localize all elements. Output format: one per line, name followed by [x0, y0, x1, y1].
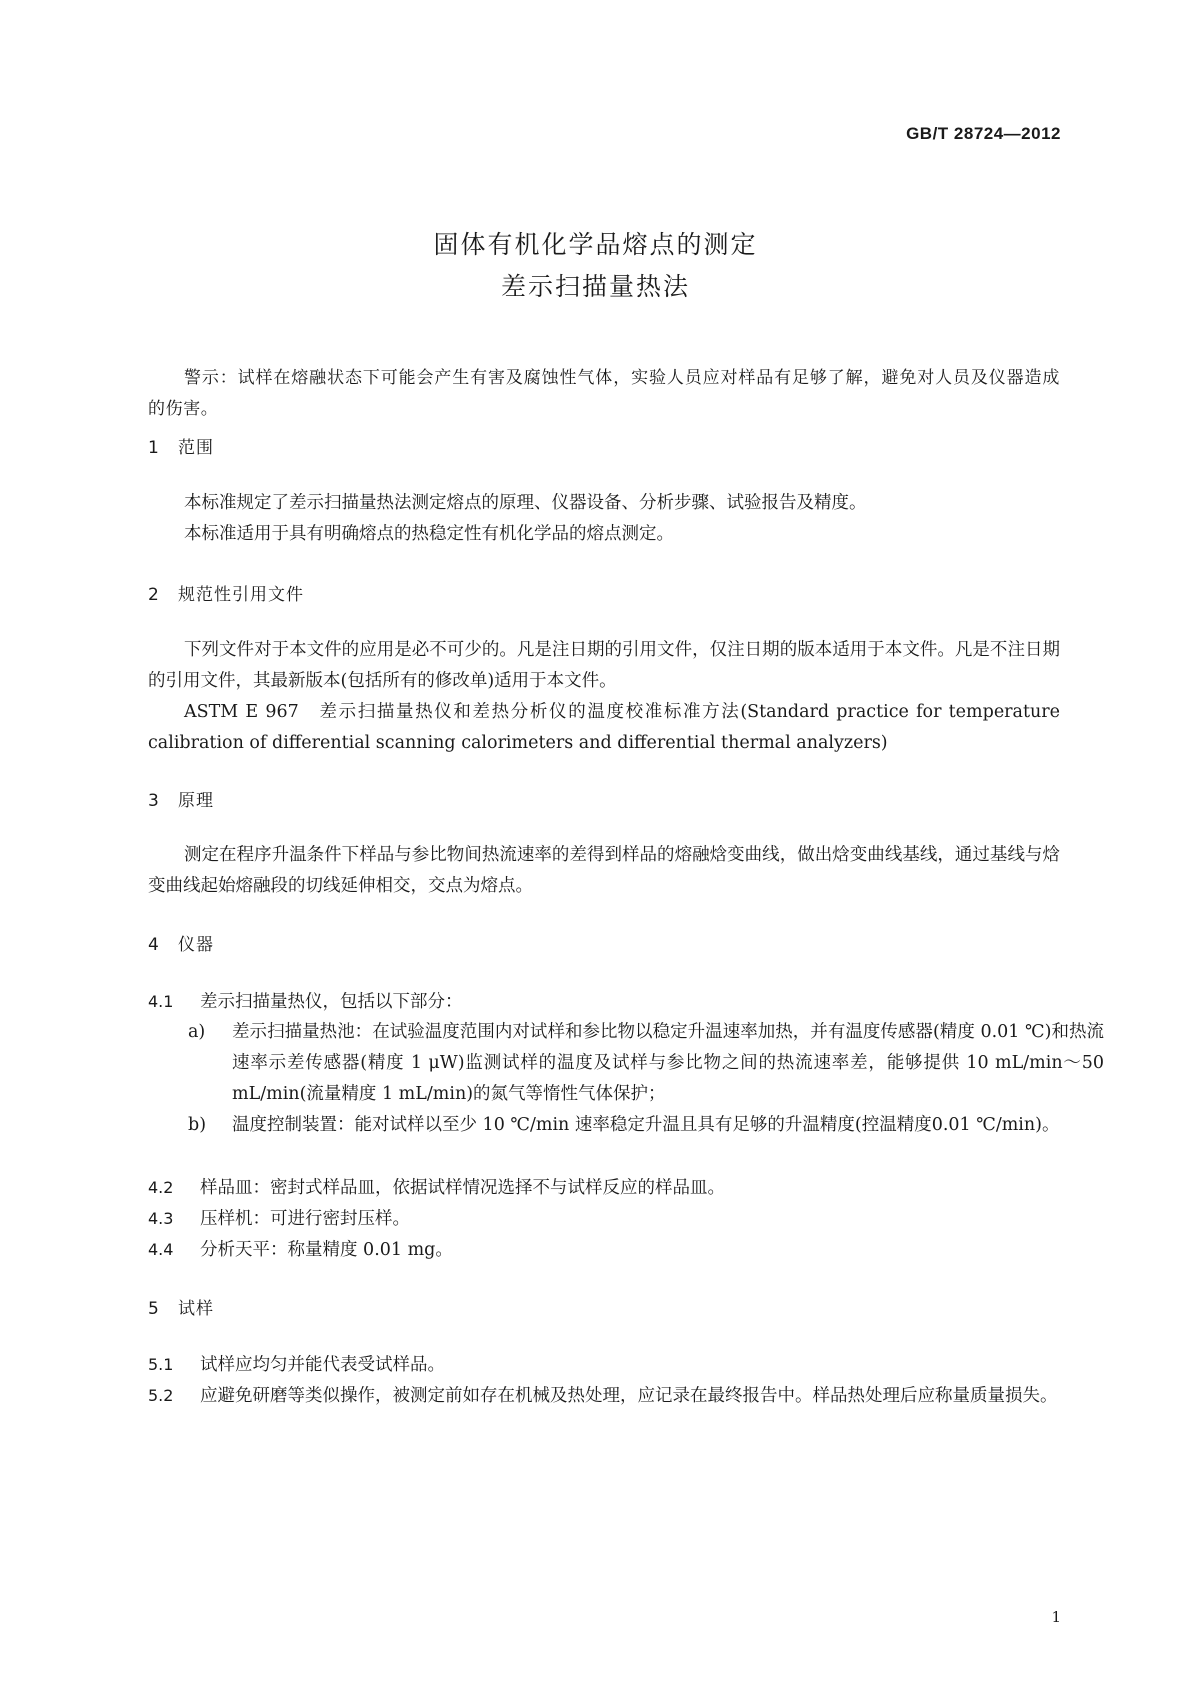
section-5-heading — [148, 1294, 214, 1319]
clause-4-2 — [148, 1172, 1060, 1204]
list-item-a-marker: a) — [188, 1022, 206, 1042]
standard-code: GB/T 28724—2012 — [906, 124, 1061, 143]
clause-4-1-text: 差示扫描量热仪，包括以下部分： — [200, 992, 463, 1012]
section-2-number: 2 — [148, 585, 160, 605]
clause-4-2-number: 4.2 — [148, 1178, 174, 1197]
section-1-title: 范围 — [178, 438, 214, 458]
page-number: 1 — [1051, 1608, 1061, 1626]
section-4-title: 仪器 — [178, 935, 214, 955]
section-4-heading — [148, 930, 214, 955]
clause-4-3-number: 4.3 — [148, 1209, 174, 1228]
clause-5-2-number: 5.2 — [148, 1386, 174, 1405]
clause-4-4-number: 4.4 — [148, 1240, 174, 1259]
section-3-number: 3 — [148, 791, 160, 811]
section-3-title: 原理 — [178, 791, 214, 811]
clause-4-4-text: 分析天平：称量精度 0.01 mg。 — [200, 1240, 453, 1260]
section-1-heading — [148, 433, 214, 458]
section-3-heading — [148, 786, 214, 811]
section-4-number: 4 — [148, 935, 160, 955]
section-1-paragraph-1: 本标准规定了差示扫描量热法测定熔点的原理、仪器设备、分析步骤、试验报告及精度。 — [184, 493, 867, 513]
list-item-b-marker: b) — [188, 1115, 207, 1135]
title-line-2: 差示扫描量热法 — [500, 272, 690, 301]
section-2-paragraph-1: 下列文件对于本文件的应用是必不可少的。凡是注日期的引用文件，仅注日期的版本适用于本文件。凡是不注日期的引用文件，其最新版本(包括所有的修改单)适用于本文件。 — [148, 640, 1060, 691]
section-2-title: 规范性引用文件 — [178, 585, 304, 605]
section-1-number: 1 — [148, 438, 160, 458]
warning-text: 警示：试样在熔融状态下可能会产生有害及腐蚀性气体，实验人员应对样品有足够了解，避免对人员及仪器造成的伤害。 — [148, 368, 1060, 419]
section-2-heading — [148, 580, 304, 605]
document-title — [0, 224, 1191, 308]
clause-4-3-text: 压样机：可进行密封压样。 — [200, 1209, 410, 1229]
section-3-paragraph-1: 测定在程序升温条件下样品与参比物间热流速率的差得到样品的熔融焓变曲线，做出焓变曲线基线，通过基线与焓变曲线起始熔融段的切线延伸相交，交点为熔点。 — [148, 845, 1060, 896]
clause-5-2 — [148, 1380, 1060, 1412]
section-5-number: 5 — [148, 1299, 160, 1319]
clause-4-2-text: 样品皿：密封式样品皿，依据试样情况选择不与试样反应的样品皿。 — [200, 1178, 725, 1198]
list-item-b — [188, 1110, 1104, 1141]
clause-5-2-text: 应避免研磨等类似操作，被测定前如存在机械及热处理，应记录在最终报告中。样品热处理后应称量质量损失。 — [200, 1386, 1058, 1406]
list-item-a-text: 差示扫描量热池：在试验温度范围内对试样和参比物以稳定升温速率加热，并有温度传感器(精度 0.01 ℃)和热流速率示差传感器(精度 1 μW)监测试样的温度及试样与参比物之间的热流速率差，能够提供 10 mL/min～50 mL/min(流量精度 1 mL/min)的氮气等惰性气体保护； — [232, 1022, 1104, 1104]
section-1-paragraph-2: 本标准适用于具有明确熔点的热稳定性有机化学品的熔点测定。 — [184, 524, 674, 544]
list-item-b-text: 温度控制装置：能对试样以至少 10 ℃/min 速率稳定升温且具有足够的升温精度(控温精度0.01 ℃/min)。 — [232, 1115, 1060, 1135]
clause-4-1 — [148, 986, 1060, 1018]
title-line-1: 固体有机化学品熔点的测定 — [433, 230, 758, 259]
clause-4-4 — [148, 1234, 1060, 1266]
section-5-title: 试样 — [178, 1299, 214, 1319]
list-item-a — [188, 1017, 1104, 1110]
section-2-reference: ASTM E 967 差示扫描量热仪和差热分析仪的温度校准标准方法(Standard practice for temperature calibration of differential scanning calorimeters and differential thermal analyzers) — [148, 702, 1060, 753]
clause-4-1-number: 4.1 — [148, 992, 174, 1011]
clause-5-1-text: 试样应均匀并能代表受试样品。 — [200, 1355, 445, 1375]
clause-4-3 — [148, 1203, 1060, 1235]
clause-5-1 — [148, 1349, 1060, 1381]
clause-5-1-number: 5.1 — [148, 1355, 174, 1374]
